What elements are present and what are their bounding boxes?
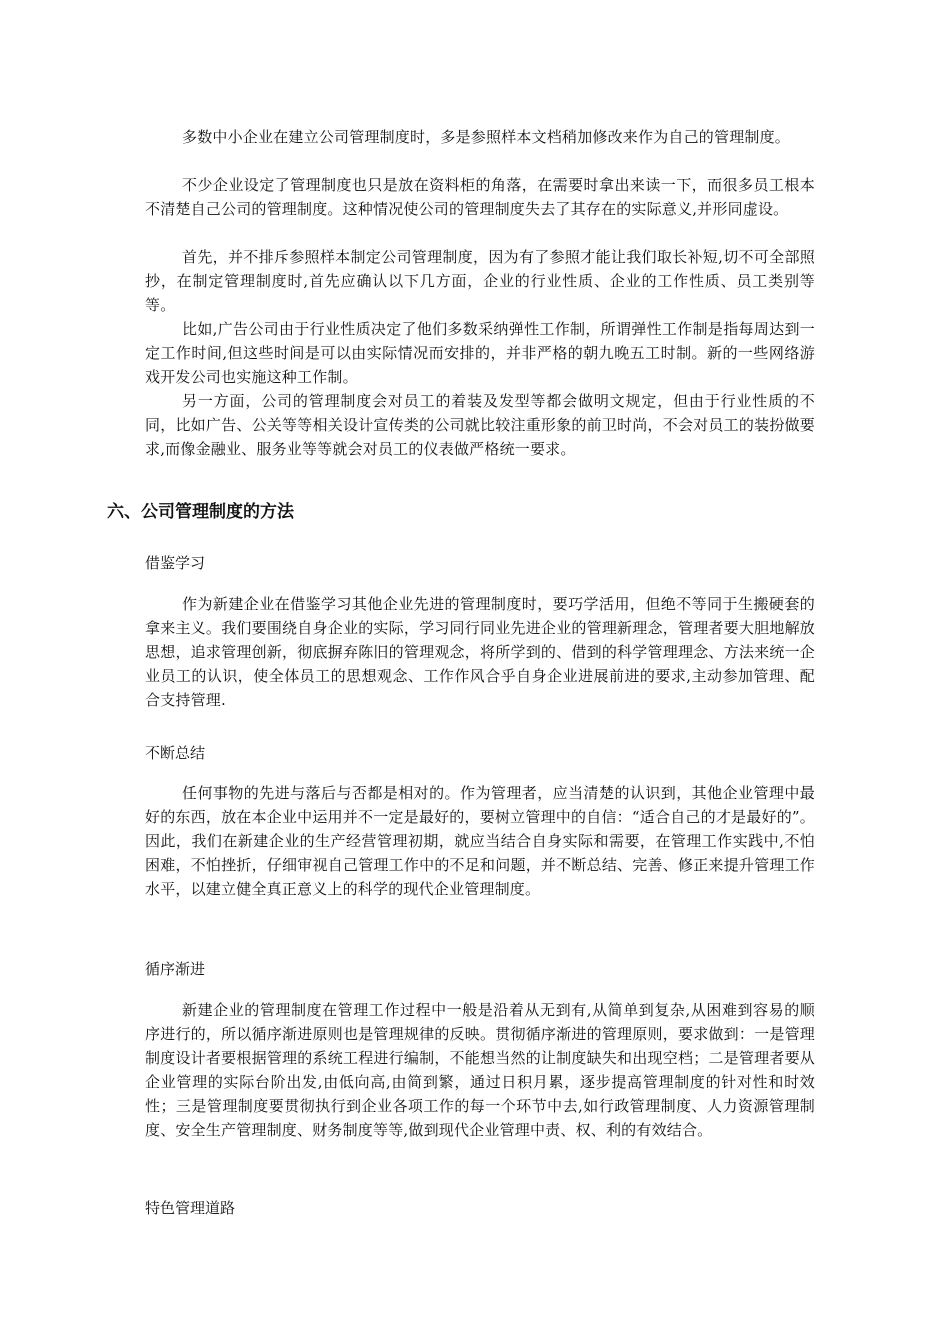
subsection-body-continuous-summary: 任何事物的先进与落后与否都是相对的。作为管理者，应当清楚的认识到，其他企业管理中最好的东西，放在本企业中运用并不一定是最好的，要树立管理中的自信：“适合自己的才是最好的”。因此，我们在新建企业的生产经营管理初期，就应当结合自身实际和需要，在管理工作实践中,不怕困难，不怕挫折，仔细审视自己管理工作中的不足和问题，并不断总结、完善、修正来提升管理工作水平，以建立健全真正意义上的科学的现代企业管理制度。 <box>145 784 815 898</box>
subsection-title-borrow-learning: 借鉴学习 <box>145 554 206 572</box>
section-heading: 六、公司管理制度的方法 <box>107 502 294 522</box>
intro-paragraph-3: 首先，并不排斥参照样本制定公司管理制度，因为有了参照才能让我们取长补短,切不可全部照抄，在制定管理制度时,首先应确认以下几方面，企业的行业性质、企业的工作性质、员工类别等等。 <box>145 248 815 314</box>
intro-paragraph-5: 另一方面，公司的管理制度会对员工的着装及发型等都会做明文规定，但由于行业性质的不同，比如广告、公关等等相关设计宣传类的公司就比较注重形象的前卫时尚，不会对员工的装扮做要求,而像金融业、服务业等等就会对员工的仪表做严格统一要求。 <box>145 392 815 458</box>
subsection-title-characteristic-management: 特色管理道路 <box>145 1199 236 1217</box>
subsection-title-step-by-step: 循序渐进 <box>145 960 206 978</box>
intro-paragraph-2: 不少企业设定了管理制度也只是放在资料柜的角落，在需要时拿出来读一下，而很多员工根本不清楚自己公司的管理制度。这种情况使公司的管理制度失去了其存在的实际意义,并形同虚设。 <box>145 176 815 218</box>
subsection-body-step-by-step: 新建企业的管理制度在管理工作过程中一般是沿着从无到有,从简单到复杂,从困难到容易的顺序进行的，所以循序渐进原则也是管理规律的反映。贯彻循序渐进的管理原则，要求做到：一是管理制度设计者要根据管理的系统工程进行编制，不能想当然的让制度缺失和出现空档；二是管理者要从企业管理的实际台阶出发,由低向高,由简到繁，通过日积月累，逐步提高管理制度的针对性和时效性；三是管理制度要贯彻执行到企业各项工作的每一个环节中去,如行政管理制度、人力资源管理制度、安全生产管理制度、财务制度等等,做到现代企业管理中责、权、利的有效结合。 <box>145 1001 815 1139</box>
intro-paragraph-1: 多数中小企业在建立公司管理制度时，多是参照样本文档稍加修改来作为自己的管理制度。 <box>182 128 791 146</box>
intro-paragraph-4: 比如,广告公司由于行业性质决定了他们多数采纳弹性工作制，所谓弹性工作制是指每周达到一定工作时间,但这些时间是可以由实际情况而安排的，并非严格的朝九晚五工时制。新的一些网络游戏开发公司也实施这种工作制。 <box>145 320 815 386</box>
subsection-body-borrow-learning: 作为新建企业在借鉴学习其他企业先进的管理制度时，要巧学活用，但绝不等同于生搬硬套的拿来主义。我们要围绕自身企业的实际，学习同行同业先进企业的管理新理念，管理者要大胆地解放思想，追求管理创新，彻底摒弃陈旧的管理观念，将所学到的、借到的科学管理理念、方法来统一企业员工的认识，使全体员工的思想观念、工作作风合乎自身企业进展前进的要求,主动参加管理、配合支持管理. <box>145 595 815 709</box>
subsection-title-continuous-summary: 不断总结 <box>145 744 206 762</box>
